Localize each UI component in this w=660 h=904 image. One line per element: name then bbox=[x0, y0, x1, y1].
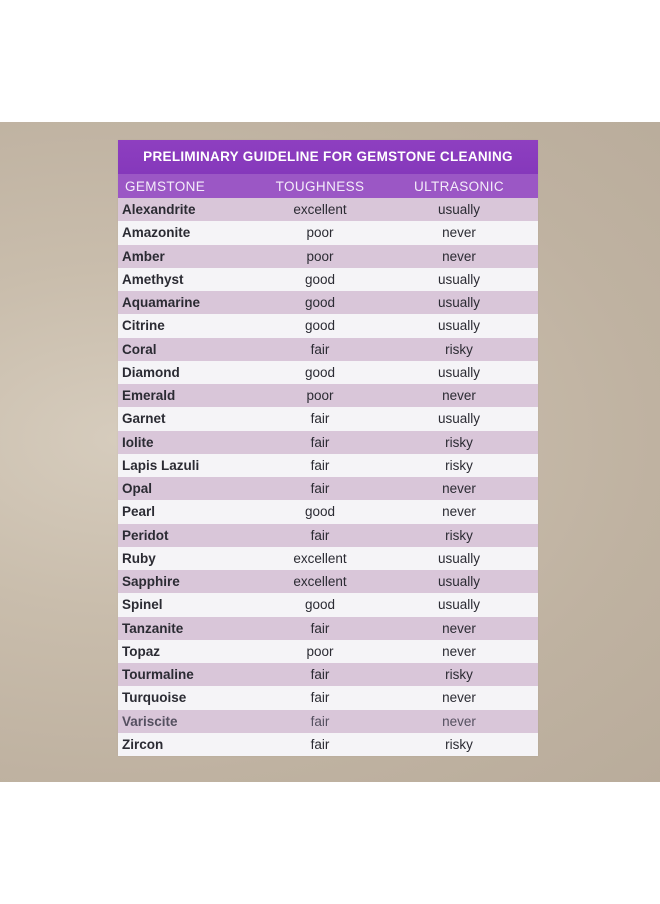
toughness-cell: poor bbox=[306, 248, 334, 264]
toughness-cell: fair bbox=[310, 690, 330, 706]
ultrasonic-cell: usually bbox=[437, 411, 481, 427]
table-row bbox=[118, 686, 538, 709]
gemstone-cell: Tourmaline bbox=[122, 667, 194, 683]
ultrasonic-cell: usually bbox=[437, 364, 481, 380]
gemstone-cleaning-table bbox=[118, 140, 538, 756]
toughness-cell: fair bbox=[310, 667, 330, 683]
ultrasonic-cell: risky bbox=[445, 341, 473, 357]
table-row bbox=[118, 268, 538, 291]
table-row bbox=[118, 338, 538, 361]
table-row bbox=[118, 221, 538, 244]
table-row bbox=[118, 593, 538, 616]
gemstone-cell: Sapphire bbox=[122, 574, 180, 590]
toughness-cell: fair bbox=[310, 713, 330, 729]
table-row bbox=[118, 477, 538, 500]
gemstone-cell: Tanzanite bbox=[122, 620, 184, 636]
ultrasonic-cell: risky bbox=[445, 457, 473, 473]
toughness-cell: excellent bbox=[293, 550, 347, 566]
table-row bbox=[118, 454, 538, 477]
ultrasonic-cell: usually bbox=[437, 271, 481, 287]
gemstone-cell: Opal bbox=[122, 481, 153, 497]
table-row bbox=[118, 245, 538, 268]
ultrasonic-cell: usually bbox=[437, 597, 481, 613]
toughness-cell: fair bbox=[310, 620, 330, 636]
gemstone-cell: Coral bbox=[122, 341, 157, 357]
gemstone-cell: Iolite bbox=[122, 434, 154, 450]
toughness-cell: fair bbox=[310, 527, 330, 543]
gemstone-cell: Aquamarine bbox=[122, 295, 201, 311]
ultrasonic-cell: usually bbox=[437, 318, 481, 334]
table-row bbox=[118, 617, 538, 640]
toughness-cell: good bbox=[304, 295, 336, 311]
table-body bbox=[118, 198, 538, 756]
table-row bbox=[118, 314, 538, 337]
table-row bbox=[118, 710, 538, 733]
ultrasonic-cell: never bbox=[442, 504, 476, 520]
toughness-cell: fair bbox=[310, 481, 330, 497]
ultrasonic-cell: risky bbox=[445, 434, 473, 450]
gemstone-cell: Topaz bbox=[122, 643, 160, 659]
column-header-ultrasonic: ULTRASONIC bbox=[413, 178, 504, 194]
ultrasonic-cell: usually bbox=[437, 202, 481, 218]
table-header-row bbox=[118, 174, 538, 198]
ultrasonic-cell: never bbox=[442, 388, 476, 404]
ultrasonic-cell: never bbox=[442, 620, 476, 636]
toughness-cell: poor bbox=[306, 225, 334, 241]
ultrasonic-cell: risky bbox=[445, 736, 473, 752]
gemstone-cell: Diamond bbox=[122, 364, 180, 380]
toughness-cell: excellent bbox=[293, 202, 347, 218]
toughness-cell: fair bbox=[310, 411, 330, 427]
toughness-cell: fair bbox=[310, 434, 330, 450]
toughness-cell: fair bbox=[310, 341, 330, 357]
toughness-cell: fair bbox=[310, 457, 330, 473]
ultrasonic-cell: never bbox=[442, 643, 476, 659]
table-row bbox=[118, 431, 538, 454]
toughness-cell: good bbox=[304, 504, 336, 520]
gemstone-cell: Turquoise bbox=[122, 690, 187, 706]
gemstone-cell: Emerald bbox=[122, 388, 176, 404]
table-row bbox=[118, 524, 538, 547]
table-row bbox=[118, 198, 538, 221]
ultrasonic-cell: never bbox=[442, 713, 476, 729]
toughness-cell: fair bbox=[310, 736, 330, 752]
gemstone-cell: Ruby bbox=[122, 550, 156, 566]
toughness-cell: poor bbox=[306, 643, 334, 659]
ultrasonic-cell: usually bbox=[437, 295, 481, 311]
table-row bbox=[118, 663, 538, 686]
column-header-gemstone: GEMSTONE bbox=[125, 178, 206, 194]
toughness-cell: good bbox=[304, 364, 336, 380]
ultrasonic-cell: risky bbox=[445, 667, 473, 683]
ultrasonic-cell: never bbox=[442, 225, 476, 241]
ultrasonic-cell: risky bbox=[445, 527, 473, 543]
toughness-cell: good bbox=[304, 271, 336, 287]
ultrasonic-cell: usually bbox=[437, 574, 481, 590]
ultrasonic-cell: never bbox=[442, 248, 476, 264]
gemstone-cell: Alexandrite bbox=[122, 202, 196, 218]
toughness-cell: excellent bbox=[293, 574, 347, 590]
table-row bbox=[118, 733, 538, 756]
table-row bbox=[118, 640, 538, 663]
gemstone-cell: Pearl bbox=[122, 504, 156, 520]
table-row bbox=[118, 384, 538, 407]
ultrasonic-cell: never bbox=[442, 481, 476, 497]
toughness-cell: poor bbox=[306, 388, 334, 404]
gemstone-cell: Peridot bbox=[122, 527, 169, 543]
table-row bbox=[118, 500, 538, 523]
gemstone-cell: Amethyst bbox=[122, 271, 184, 287]
table-row bbox=[118, 407, 538, 430]
table-row bbox=[118, 570, 538, 593]
toughness-cell: good bbox=[304, 318, 336, 334]
table-row bbox=[118, 361, 538, 384]
gemstone-cell: Citrine bbox=[122, 318, 165, 334]
gemstone-cell: Garnet bbox=[122, 411, 166, 427]
gemstone-cell: Amber bbox=[122, 248, 165, 264]
ultrasonic-cell: never bbox=[442, 690, 476, 706]
table-row bbox=[118, 291, 538, 314]
table-row bbox=[118, 547, 538, 570]
toughness-cell: good bbox=[304, 597, 336, 613]
gemstone-cell: Amazonite bbox=[122, 225, 191, 241]
gemstone-cell: Zircon bbox=[122, 736, 164, 752]
column-header-toughness: TOUGHNESS bbox=[275, 178, 365, 194]
ultrasonic-cell: usually bbox=[437, 550, 481, 566]
table-title: PRELIMINARY GUIDELINE FOR GEMSTONE CLEANING bbox=[118, 140, 538, 174]
gemstone-cell: Lapis Lazuli bbox=[122, 457, 200, 473]
gemstone-cell: Spinel bbox=[122, 597, 163, 613]
gemstone-cell: Variscite bbox=[122, 713, 178, 729]
